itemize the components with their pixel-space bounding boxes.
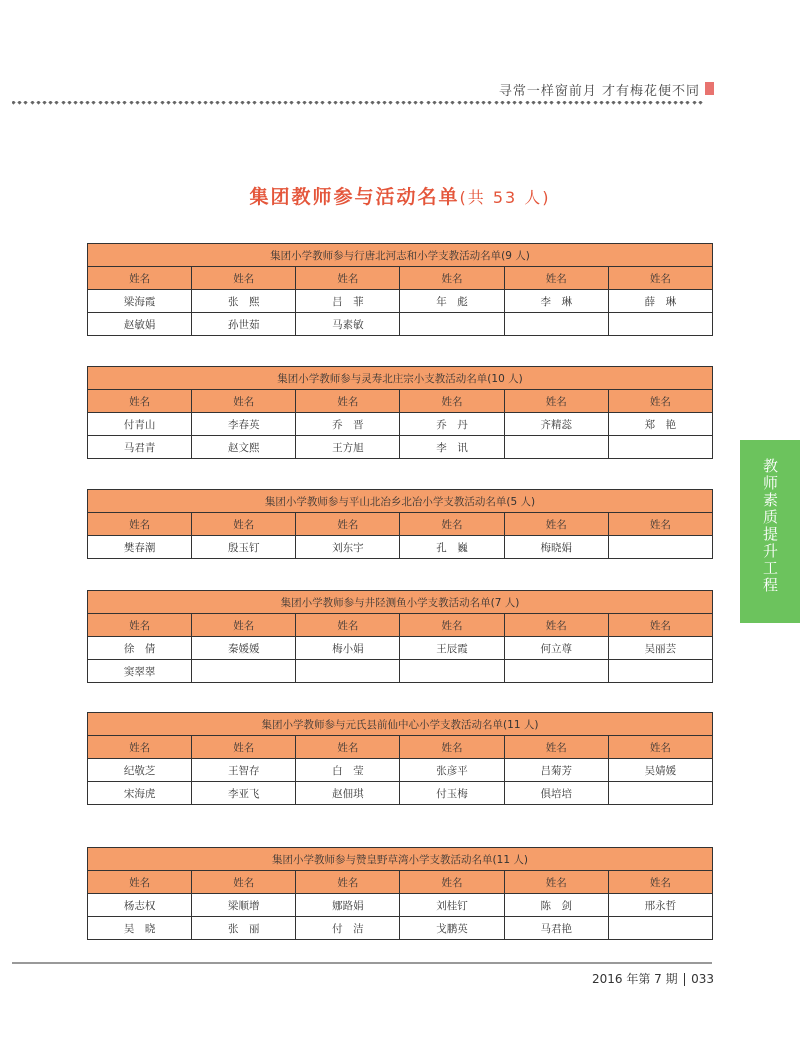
name-cell [608, 660, 712, 683]
divider-dot [92, 101, 96, 105]
column-header: 姓名 [296, 614, 400, 637]
column-header: 姓名 [504, 871, 608, 894]
table-caption: 集团小学教师参与元氏县前仙中心小学支教活动名单(11 人) [88, 713, 713, 736]
name-cell: 李 讯 [400, 436, 504, 459]
table-row [88, 759, 713, 782]
name-cell: 杨志权 [88, 894, 192, 917]
roster-table [87, 847, 713, 940]
name-cell: 赵敏娟 [88, 313, 192, 336]
column-header: 姓名 [504, 390, 608, 413]
column-header: 姓名 [608, 736, 712, 759]
name-cell: 李春英 [192, 413, 296, 436]
name-cell: 马素敏 [296, 313, 400, 336]
divider-dot [667, 101, 671, 105]
name-cell [296, 660, 400, 683]
divider-dot [321, 101, 325, 105]
divider-dot [191, 101, 195, 105]
divider-dot [364, 101, 368, 105]
divider-dot [222, 101, 226, 105]
name-cell: 纪敬芝 [88, 759, 192, 782]
divider-dot [692, 101, 696, 105]
divider-dot [414, 101, 418, 105]
name-cell: 吴丽芸 [608, 637, 712, 660]
name-cell [608, 436, 712, 459]
divider-dot [73, 101, 77, 105]
divider-dot [166, 101, 170, 105]
divider-dot [482, 101, 486, 105]
divider-dot [488, 101, 492, 105]
column-header: 姓名 [296, 513, 400, 536]
divider-dot [36, 101, 40, 105]
divider-dot [643, 101, 647, 105]
divider-dot [661, 101, 665, 105]
divider-dot [42, 101, 46, 105]
name-cell: 邢永哲 [608, 894, 712, 917]
name-cell: 乔 晋 [296, 413, 400, 436]
table-row [88, 313, 713, 336]
divider-dot [290, 101, 294, 105]
divider-dot [135, 101, 139, 105]
roster-table [87, 366, 713, 459]
column-header: 姓名 [88, 390, 192, 413]
divider-dot [544, 101, 548, 105]
name-cell: 孙世茹 [192, 313, 296, 336]
divider-dot [630, 101, 634, 105]
column-header: 姓名 [608, 513, 712, 536]
divider-dot [271, 101, 275, 105]
name-cell: 王辰霞 [400, 637, 504, 660]
column-header: 姓名 [504, 267, 608, 290]
name-cell [608, 313, 712, 336]
divider-dot [185, 101, 189, 105]
divider-dot [12, 101, 16, 105]
column-header: 姓名 [296, 871, 400, 894]
divider-dot [562, 101, 566, 105]
name-cell: 刘桂钉 [400, 894, 504, 917]
name-cell: 齐精蕊 [504, 413, 608, 436]
name-cell: 樊春潮 [88, 536, 192, 559]
name-cell: 郑 艳 [608, 413, 712, 436]
divider-dot [593, 101, 597, 105]
column-header: 姓名 [88, 513, 192, 536]
divider-dot [420, 101, 424, 105]
table-row [88, 782, 713, 805]
column-header: 姓名 [192, 390, 296, 413]
name-cell: 付青山 [88, 413, 192, 436]
table-row [88, 660, 713, 683]
divider-dot [197, 101, 201, 105]
column-header: 姓名 [296, 390, 400, 413]
divider-dot [228, 101, 232, 105]
divider-dot [649, 101, 653, 105]
divider-dot [284, 101, 288, 105]
divider-dot [525, 101, 529, 105]
divider-dot [148, 101, 152, 105]
name-cell: 梁顺增 [192, 894, 296, 917]
name-cell: 秦媛媛 [192, 637, 296, 660]
divider-dot [513, 101, 517, 105]
column-header: 姓名 [400, 390, 504, 413]
divider-dot [519, 101, 523, 105]
divider-dot [537, 101, 541, 105]
divider-dot [568, 101, 572, 105]
column-header: 姓名 [88, 267, 192, 290]
name-cell: 窦翠翠 [88, 660, 192, 683]
divider-dot [426, 101, 430, 105]
name-cell: 孔 巍 [400, 536, 504, 559]
divider-dot [698, 101, 702, 105]
divider-dot [129, 101, 133, 105]
column-header: 姓名 [88, 871, 192, 894]
name-cell [400, 313, 504, 336]
column-header: 姓名 [296, 267, 400, 290]
column-header: 姓名 [192, 736, 296, 759]
divider-dot [277, 101, 281, 105]
name-cell: 吕 菲 [296, 290, 400, 313]
page-title [0, 182, 800, 209]
name-cell: 赵佃琪 [296, 782, 400, 805]
name-cell [608, 917, 712, 940]
name-cell: 马君青 [88, 436, 192, 459]
name-cell: 戈鹏英 [400, 917, 504, 940]
divider-dot [475, 101, 479, 105]
table-caption: 集团小学教师参与行唐北河志和小学支教活动名单(9 人) [88, 244, 713, 267]
divider-dot [624, 101, 628, 105]
name-cell: 刘东宇 [296, 536, 400, 559]
divider-dot [55, 101, 59, 105]
name-cell [192, 660, 296, 683]
column-header: 姓名 [608, 267, 712, 290]
column-header: 姓名 [192, 513, 296, 536]
name-cell: 何立尊 [504, 637, 608, 660]
divider-dot [296, 101, 300, 105]
name-cell: 吕菊芳 [504, 759, 608, 782]
divider-dot [445, 101, 449, 105]
name-cell: 付玉梅 [400, 782, 504, 805]
divider-dot [67, 101, 71, 105]
table-row [88, 894, 713, 917]
issue-label: 2016 年第 7 期 [591, 972, 678, 986]
name-cell: 陈 剑 [504, 894, 608, 917]
name-cell: 张彦平 [400, 759, 504, 782]
name-cell: 宋海虎 [88, 782, 192, 805]
divider-dot [686, 101, 690, 105]
divider-dot [203, 101, 207, 105]
divider-dot [500, 101, 504, 105]
table-caption: 集团小学教师参与赞皇野草湾小学支教活动名单(11 人) [88, 848, 713, 871]
section-side-tab [740, 440, 800, 623]
table-row [88, 637, 713, 660]
divider-dot [451, 101, 455, 105]
name-cell: 梅晓娟 [504, 536, 608, 559]
column-header: 姓名 [504, 614, 608, 637]
divider-dot [469, 101, 473, 105]
column-header: 姓名 [400, 267, 504, 290]
divider-dot [327, 101, 331, 105]
column-header: 姓名 [192, 871, 296, 894]
name-cell: 白 莹 [296, 759, 400, 782]
name-cell: 乔 丹 [400, 413, 504, 436]
divider-dot [234, 101, 238, 105]
divider-dot [506, 101, 510, 105]
name-cell: 梁海霞 [88, 290, 192, 313]
page-number: 033 [691, 972, 714, 986]
name-cell: 李 琳 [504, 290, 608, 313]
divider-dot [346, 101, 350, 105]
divider-dot [308, 101, 312, 105]
header-slogan: 寻常一样窗前月 才有梅花便不同 [498, 84, 700, 99]
name-cell [608, 782, 712, 805]
divider-dot [216, 101, 220, 105]
divider-dot [531, 101, 535, 105]
side-tab-label: 教师素质提升工程 [761, 458, 779, 594]
name-cell: 赵文熙 [192, 436, 296, 459]
name-cell: 薛 琳 [608, 290, 712, 313]
column-header: 姓名 [608, 390, 712, 413]
page-title-count: (共 53 人) [459, 188, 551, 207]
name-cell: 李亚飞 [192, 782, 296, 805]
column-header: 姓名 [88, 614, 192, 637]
divider-dot [463, 101, 467, 105]
divider-dot [154, 101, 158, 105]
divider-dot [123, 101, 127, 105]
name-cell: 梅小娟 [296, 637, 400, 660]
divider-dot [209, 101, 213, 105]
divider-dot [605, 101, 609, 105]
divider-dot [457, 101, 461, 105]
divider-dot [389, 101, 393, 105]
divider-dot [339, 101, 343, 105]
table-caption: 集团小学教师参与平山北冶乡北冶小学支教活动名单(5 人) [88, 490, 713, 513]
roster-table [87, 712, 713, 805]
divider-dot [655, 101, 659, 105]
divider-dot [376, 101, 380, 105]
column-header: 姓名 [400, 513, 504, 536]
name-cell: 吴 晓 [88, 917, 192, 940]
column-header: 姓名 [192, 267, 296, 290]
divider-dot [556, 101, 560, 105]
divider-dot [302, 101, 306, 105]
name-cell: 王方旭 [296, 436, 400, 459]
divider-dot [673, 101, 677, 105]
divider-dot [141, 101, 145, 105]
column-header: 姓名 [608, 871, 712, 894]
column-header: 姓名 [400, 871, 504, 894]
header-mark [705, 82, 714, 95]
column-header: 姓名 [400, 736, 504, 759]
name-cell: 马君艳 [504, 917, 608, 940]
divider-dot [18, 101, 22, 105]
divider-dot [618, 101, 622, 105]
name-cell [504, 436, 608, 459]
name-cell: 年 彪 [400, 290, 504, 313]
divider-dot [383, 101, 387, 105]
name-cell: 张 丽 [192, 917, 296, 940]
divider-dot [79, 101, 83, 105]
divider-dot [612, 101, 616, 105]
name-cell: 娜路娟 [296, 894, 400, 917]
divider-dot [581, 101, 585, 105]
divider-dot [178, 101, 182, 105]
roster-table [87, 590, 713, 683]
divider-dot [358, 101, 362, 105]
divider-dot [407, 101, 411, 105]
divider-dot [265, 101, 269, 105]
table-caption: 集团小学教师参与灵寿北庄宗小支教活动名单(10 人) [88, 367, 713, 390]
table-row [88, 413, 713, 436]
divider-dot [401, 101, 405, 105]
column-header: 姓名 [504, 513, 608, 536]
name-cell: 张 熙 [192, 290, 296, 313]
divider-dot [240, 101, 244, 105]
divider-dot [247, 101, 251, 105]
divider-dot [98, 101, 102, 105]
name-cell: 徐 倩 [88, 637, 192, 660]
divider-dot [117, 101, 121, 105]
footer-separator [684, 973, 686, 986]
divider-dot [680, 101, 684, 105]
divider-dot [172, 101, 176, 105]
table-row [88, 436, 713, 459]
divider-dot [438, 101, 442, 105]
divider-dot [333, 101, 337, 105]
name-cell: 俱培培 [504, 782, 608, 805]
column-header: 姓名 [88, 736, 192, 759]
divider-dot [352, 101, 356, 105]
divider-dot [160, 101, 164, 105]
name-cell [400, 660, 504, 683]
divider-dot [104, 101, 108, 105]
divider-dot [30, 101, 34, 105]
divider-dot [432, 101, 436, 105]
divider-dot [61, 101, 65, 105]
divider-dot [395, 101, 399, 105]
page-title-main: 集团教师参与活动名单 [249, 186, 460, 208]
dotted-divider [12, 101, 712, 107]
divider-dot [315, 101, 319, 105]
column-header: 姓名 [192, 614, 296, 637]
roster-table [87, 243, 713, 336]
table-caption: 集团小学教师参与井陉测鱼小学支教活动名单(7 人) [88, 591, 713, 614]
divider-dot [259, 101, 263, 105]
divider-dot [49, 101, 53, 105]
roster-table [87, 489, 713, 559]
column-header: 姓名 [608, 614, 712, 637]
divider-dot [24, 101, 28, 105]
name-cell [504, 660, 608, 683]
divider-dot [370, 101, 374, 105]
divider-dot [636, 101, 640, 105]
column-header: 姓名 [504, 736, 608, 759]
name-cell: 吴婧媛 [608, 759, 712, 782]
column-header: 姓名 [296, 736, 400, 759]
name-cell [504, 313, 608, 336]
divider-dot [86, 101, 90, 105]
footer-divider [12, 962, 712, 964]
name-cell: 殷玉钉 [192, 536, 296, 559]
table-row [88, 290, 713, 313]
divider-dot [110, 101, 114, 105]
divider-dot [253, 101, 257, 105]
table-row [88, 536, 713, 559]
divider-dot [587, 101, 591, 105]
divider-dot [574, 101, 578, 105]
divider-dot [550, 101, 554, 105]
name-cell [608, 536, 712, 559]
column-header: 姓名 [400, 614, 504, 637]
table-row [88, 917, 713, 940]
name-cell: 付 洁 [296, 917, 400, 940]
divider-dot [599, 101, 603, 105]
divider-dot [494, 101, 498, 105]
page-footer [592, 970, 714, 987]
name-cell: 王智存 [192, 759, 296, 782]
